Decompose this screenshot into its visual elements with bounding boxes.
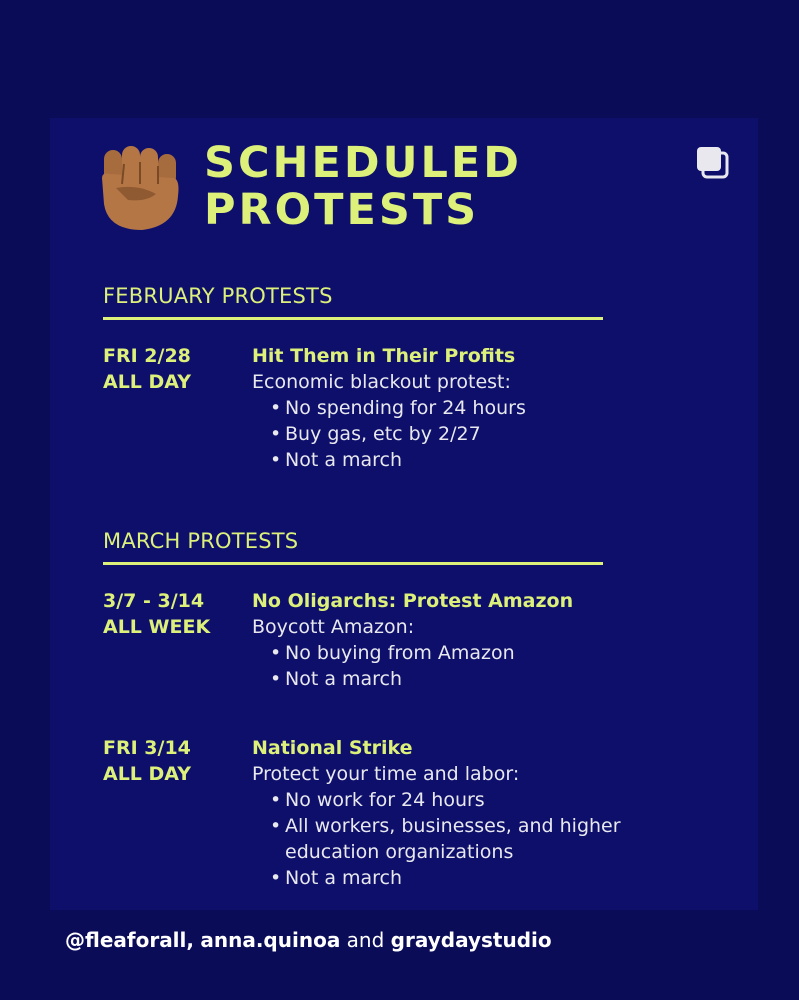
event-details bbox=[252, 343, 712, 473]
event-when bbox=[103, 588, 243, 640]
credit-user-link[interactable]: anna.quinoa bbox=[200, 928, 341, 952]
list-item: • Buy gas, etc by 2/27 bbox=[270, 423, 481, 445]
event-details bbox=[252, 735, 712, 891]
title-line-2: PROTESTS bbox=[204, 185, 480, 235]
page-title bbox=[204, 140, 522, 234]
event-date: FRI 2/28 bbox=[103, 345, 191, 367]
post-credit bbox=[65, 928, 552, 952]
event-bullets bbox=[252, 640, 712, 692]
event-when bbox=[103, 735, 243, 787]
title-line-1: SCHEDULED bbox=[204, 138, 522, 188]
list-item: • No work for 24 hours bbox=[270, 789, 485, 811]
event-time: ALL WEEK bbox=[103, 616, 211, 638]
event-time: ALL DAY bbox=[103, 763, 191, 785]
event-bullets bbox=[252, 787, 712, 891]
event-title: Hit Them in Their Profits bbox=[252, 345, 516, 367]
list-item: • All workers, businesses, and higher education organizations bbox=[270, 815, 621, 863]
list-item: • Not a march bbox=[270, 867, 403, 889]
section-heading-february: FEBRUARY PROTESTS bbox=[103, 284, 603, 320]
multiple-images-icon[interactable] bbox=[694, 144, 730, 180]
event-date: FRI 3/14 bbox=[103, 737, 191, 759]
event-time: ALL DAY bbox=[103, 371, 191, 393]
credit-user-link[interactable]: graydaystudio bbox=[390, 928, 552, 952]
credit-user-link[interactable]: @fleaforall, bbox=[65, 928, 194, 952]
event-bullets bbox=[252, 395, 712, 473]
list-item: • Not a march bbox=[270, 449, 403, 471]
event-description: Economic blackout protest: bbox=[252, 371, 511, 393]
section-heading-march: MARCH PROTESTS bbox=[103, 529, 603, 565]
event-date: 3/7 - 3/14 bbox=[103, 590, 205, 612]
event-description: Boycott Amazon: bbox=[252, 616, 415, 638]
credit-and: and bbox=[346, 928, 385, 952]
list-item: • No buying from Amazon bbox=[270, 642, 515, 664]
event-title: No Oligarchs: Protest Amazon bbox=[252, 590, 574, 612]
raised-fist-icon bbox=[98, 144, 182, 234]
list-item: • Not a march bbox=[270, 668, 403, 690]
event-description: Protect your time and labor: bbox=[252, 763, 520, 785]
event-details bbox=[252, 588, 712, 692]
event-title: National Strike bbox=[252, 737, 413, 759]
event-when bbox=[103, 343, 243, 395]
list-item: • No spending for 24 hours bbox=[270, 397, 526, 419]
